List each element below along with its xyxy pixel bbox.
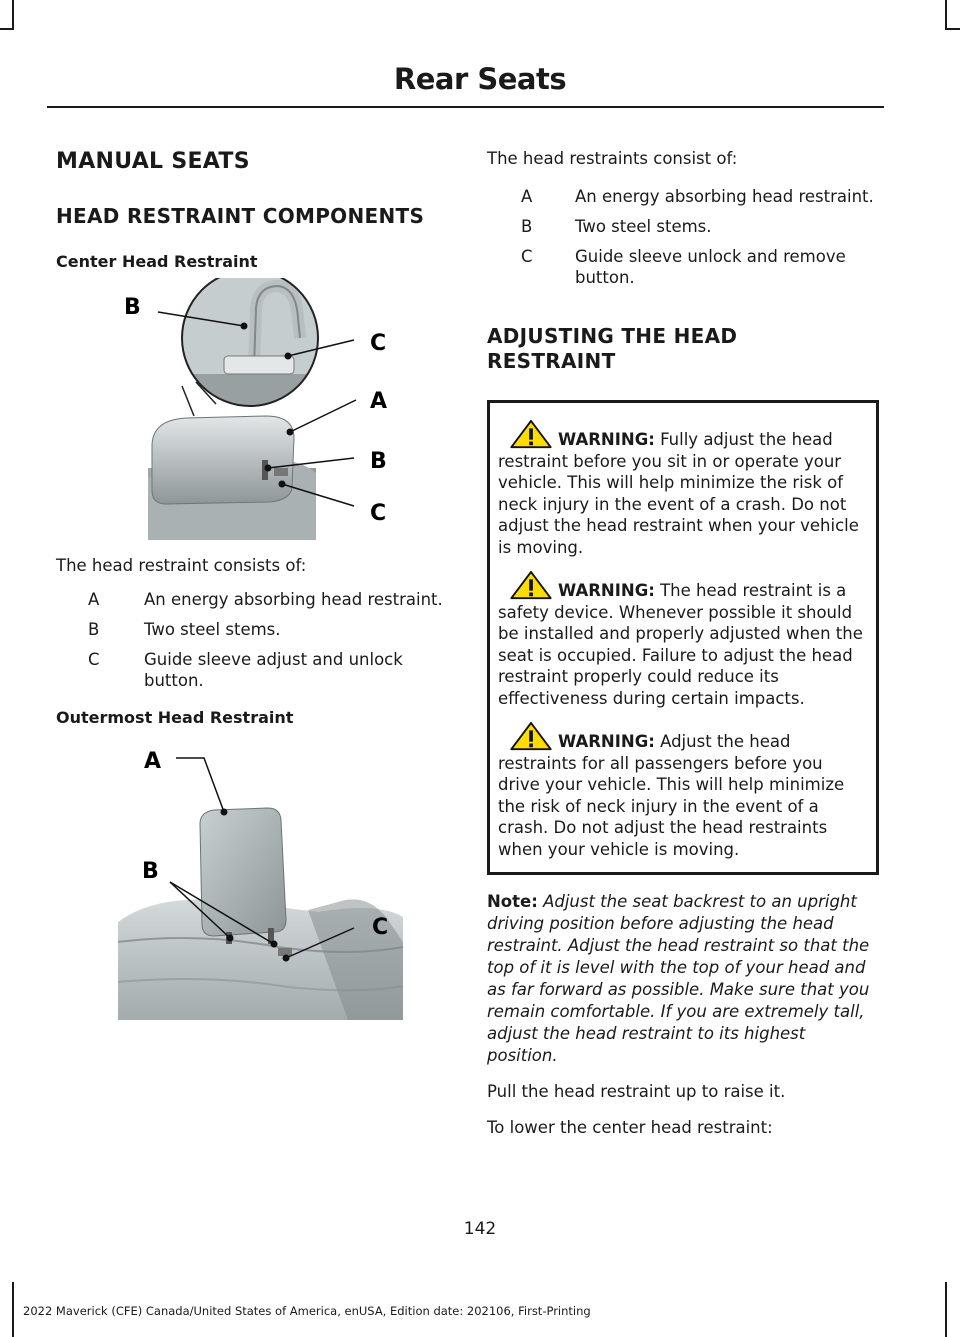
list-item-text: Two steel stems. — [575, 217, 712, 236]
outer-fig-label-b: B — [142, 859, 159, 884]
right-column — [487, 148, 879, 1139]
left-column — [56, 148, 446, 273]
list-item-text: Guide sleeve unlock and remove button. — [575, 247, 846, 287]
warning-triangle-icon — [508, 721, 554, 751]
section-title: MANUAL SEATS — [56, 149, 250, 174]
warning-text: Fully adjust the head restraint before you sit in or operate your vehicle. This will help minimize the risk of neck injury in the event of a crash. Do not adjust the head restraint when your vehicle is moving. — [498, 430, 859, 557]
list-item-key: B — [521, 217, 533, 236]
note-label: Note: — [487, 892, 538, 911]
warning-label: WARNING: — [558, 581, 655, 600]
warning-text: Adjust the head restraints for all passengers before you drive your vehicle. This will help minimize the risk of neck injury in the event of a crash. Do not adjust the head restraints when your vehicle is moving. — [498, 732, 845, 859]
right-component-list — [487, 186, 879, 288]
center-component-list — [56, 589, 446, 691]
outermost-head-restraint-figure — [118, 742, 418, 1022]
center-head-restraint-figure — [56, 278, 416, 540]
warning-item — [498, 721, 868, 860]
note-text: Adjust the seat backrest to an upright driving position before adjusting the head restraint. Adjust the head restraint so that the top of it is level with the top of your head and as far forward as possible. Make sure that you remain comfortable. If you are extremely tall, adjust the head restraint to its highest position. — [487, 892, 870, 1065]
list-item-text: An energy absorbing head restraint. — [144, 590, 443, 609]
page-header-title: Rear Seats — [393, 62, 567, 96]
outer-fig-label-a: A — [144, 749, 162, 774]
warning-item — [498, 419, 868, 558]
subsection-title: HEAD RESTRAINT COMPONENTS — [56, 204, 425, 228]
warning-text: The head restraint is a safety device. Whenever possible it should be installed and properly adjusted when the seat is occupied. Failure to adjust the head restraint properly could reduce its effectiveness during certain impacts. — [498, 581, 863, 708]
list-item-text: Two steel stems. — [144, 620, 281, 639]
outer-fig-label-c: C — [372, 915, 389, 940]
list-item — [487, 216, 879, 237]
adjusting-section-title: ADJUSTING THE HEAD RESTRAINT — [487, 324, 738, 373]
center-head-restraint-heading: Center Head Restraint — [56, 252, 258, 271]
crop-mark-top-left-h — [0, 28, 14, 30]
list-item — [56, 619, 446, 640]
warning-label: WARNING: — [558, 732, 655, 751]
list-item-key: B — [88, 620, 100, 639]
center-fig-label-b: B — [370, 449, 387, 474]
list-item-key: C — [88, 650, 100, 669]
list-item-key: C — [521, 247, 533, 266]
warning-triangle-icon — [508, 570, 554, 600]
left-column-lower — [56, 555, 446, 729]
raise-instruction: Pull the head restraint up to raise it. — [487, 1082, 786, 1101]
center-fig-label-b-top: B — [124, 295, 141, 320]
list-item — [487, 246, 879, 288]
center-intro-text: The head restraint consists of: — [56, 556, 307, 575]
crop-mark-top-right-h — [945, 28, 960, 30]
edition-line: 2022 Maverick (CFE) Canada/United States of America, enUSA, Edition date: 202106, First-Printing — [23, 1304, 591, 1318]
center-fig-label-c: C — [370, 501, 387, 526]
list-item-text: Guide sleeve adjust and unlock button. — [144, 650, 403, 690]
crop-mark-top-left — [12, 0, 14, 30]
page-number: 142 — [463, 1219, 497, 1239]
warning-item — [498, 570, 868, 709]
list-item-key: A — [88, 590, 100, 609]
crop-mark-top-right — [945, 0, 947, 30]
crop-mark-bottom-right — [945, 1282, 947, 1337]
list-item — [487, 186, 879, 207]
warning-box — [487, 400, 879, 875]
list-item — [56, 649, 446, 691]
center-fig-label-a: A — [370, 389, 388, 414]
right-intro-text: The head restraints consist of: — [487, 149, 738, 168]
lower-instruction: To lower the center head restraint: — [487, 1118, 773, 1137]
header-divider — [47, 106, 884, 108]
note-paragraph — [487, 891, 879, 1067]
warning-label: WARNING: — [558, 430, 655, 449]
list-item-text: An energy absorbing head restraint. — [575, 187, 874, 206]
warning-triangle-icon — [508, 419, 554, 449]
crop-mark-bottom-left — [12, 1282, 14, 1337]
center-fig-label-c-top: C — [370, 331, 387, 356]
list-item — [56, 589, 446, 610]
outermost-head-restraint-heading: Outermost Head Restraint — [56, 708, 294, 727]
list-item-key: A — [521, 187, 533, 206]
